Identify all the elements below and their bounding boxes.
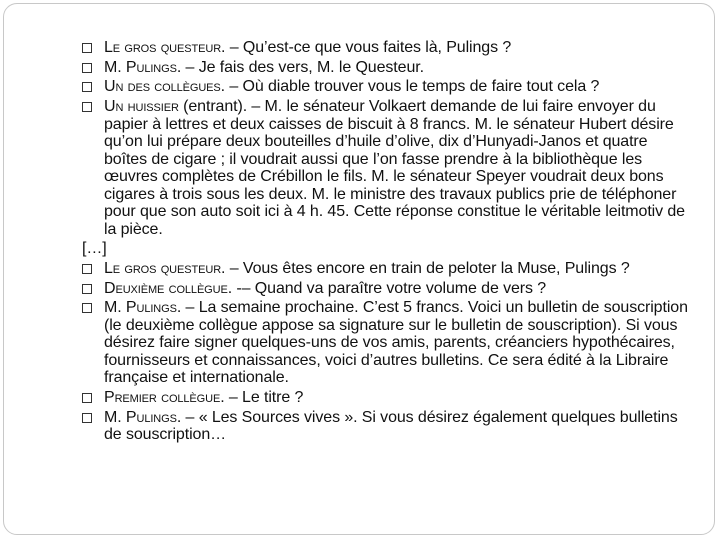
dialogue-line (82, 39, 694, 57)
square-bullet-icon (82, 393, 92, 403)
omission-marker: […] (82, 240, 107, 258)
dialogue-line (82, 78, 694, 96)
square-bullet-icon (82, 284, 92, 294)
line-text: . – Le titre ? (220, 389, 304, 406)
square-bullet-icon (82, 102, 92, 112)
line-text: . – Où diable trouver vous le temps de faire tout cela ? (220, 78, 600, 96)
square-bullet-icon (82, 413, 92, 423)
speaker-name: M. Pulings (104, 408, 177, 426)
dialogue-line (82, 389, 694, 407)
square-bullet-icon (82, 82, 92, 92)
dialogue-line (82, 280, 694, 298)
line-text: . – « Les Sources vives ». Si vous désirez également quelques bulletins de souscription… (104, 408, 678, 444)
dialogue-line (82, 299, 694, 387)
line-text: . – La semaine prochaine. C’est 5 francs. Voici un bulletin de souscription (le deuxième collègue appose sa signature sur le bulletin de souscription). Si vous désirez faire signer quelques-uns de vos amis, parents, créanciers hypothécaires, fournisseurs et connaissances, voici d’autres bulletins. Ce sera édité à la Libraire française et internationale. (104, 299, 688, 387)
line-text: (entrant). – M. le sénateur Volkaert demande de lui faire envoyer du papier à lettres et deux caisses de biscuit à 8 francs. M. le sénateur Hubert désire qu’on lui prépare deux bouteilles d’huile d’olive, dix d’Hunyadi-Janos et quatre boîtes de cigare ; il voudrait aussi que l’on fasse prendre à la bibliothèque les œuvres complètes de Crébillon le fils. M. le sénateur Speyer voudrait deux bons cigares à trois sous les deux. M. le ministre des travaux publics prie de téléphoner pour que son auto soit ici à 4 h. 45. Cette réponse constitue le véritable leitmotiv de la pièce. (104, 98, 685, 238)
dialogue-line (82, 260, 694, 278)
square-bullet-icon (82, 264, 92, 274)
speaker-name: Deuxième collègue (104, 279, 228, 297)
speaker-name: Un des collègues (104, 78, 221, 96)
square-bullet-icon (82, 303, 92, 313)
line-text: . – Vous êtes encore en train de peloter la Muse, Pulings ? (221, 259, 630, 277)
line-text: . -– Quand va paraître votre volume de vers ? (227, 279, 547, 297)
speaker-name: Le gros questeur (104, 39, 222, 56)
square-bullet-icon (82, 43, 92, 53)
dialogue-line (82, 98, 694, 238)
speaker-name: M. Pulings (104, 299, 177, 317)
dialogue-line (82, 409, 694, 444)
speaker-name: M. Pulings (104, 58, 177, 76)
dialogue-line (82, 59, 694, 77)
line-text: . – Je fais des vers, M. le Questeur. (176, 58, 424, 76)
dialogue-text (82, 39, 694, 446)
slide (3, 3, 715, 535)
speaker-name: Le gros questeur (104, 259, 222, 277)
speaker-name: Un huissier (104, 98, 179, 116)
square-bullet-icon (82, 63, 92, 73)
line-text: . – Qu’est-ce que vous faites là, Pulings ? (221, 39, 512, 56)
speaker-name: Premier collègue (104, 389, 221, 406)
